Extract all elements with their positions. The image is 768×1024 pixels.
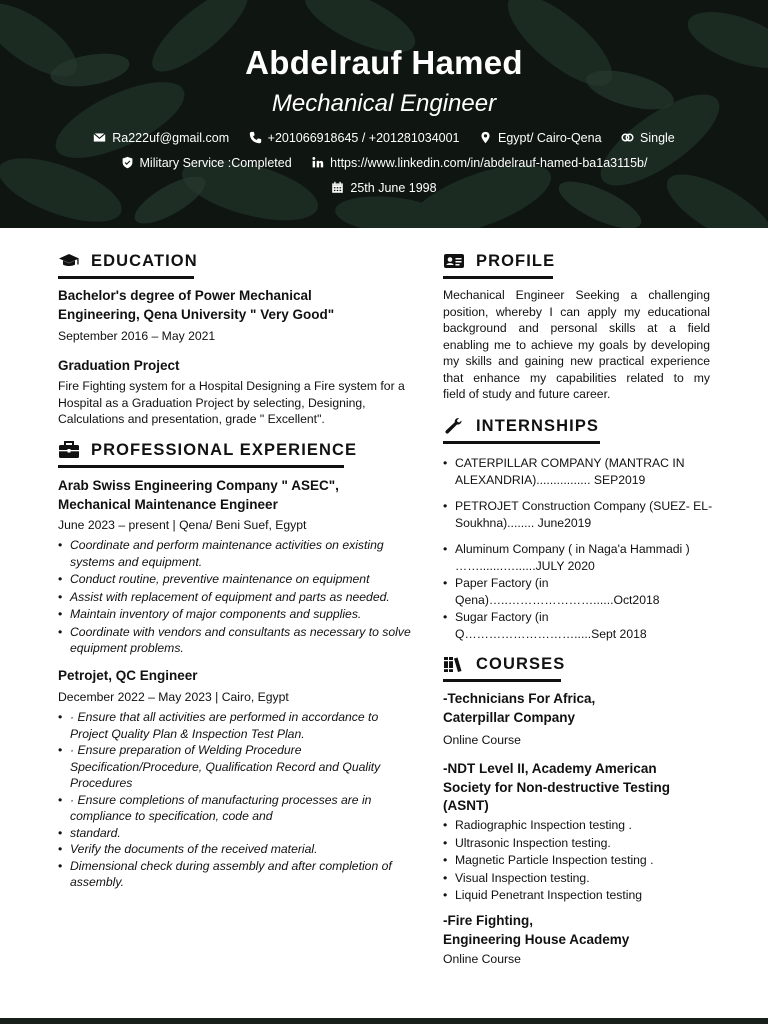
internship-line: • PETROJET Construction Company (SUEZ- EL- [455,499,713,513]
job-2-title: Petrojet, QC Engineer [58,668,198,683]
bullet-line: Specification/Procedure, Qualification Record and Quality [70,759,381,774]
graduation-project-title: Graduation Project [58,358,180,373]
bullet-line: • Coordinate with vendors and consultants as necessary to solve [70,624,411,639]
list-item [70,742,430,792]
footer-bar [0,1018,768,1024]
linkedin-item[interactable] [311,156,647,170]
bullet-line: • Maintain inventory of major components and supplies. [70,607,362,621]
bullet-line: • · Ensure that all activities are performed in accordance to [70,710,379,724]
bullet-line: Procedures [70,776,133,790]
job-2-bullets [58,709,430,891]
course-2-line-2: Society for Non-destructive Testing [443,779,671,795]
military-item [121,156,292,170]
course-1-line-1: -Technicians For Africa, [443,691,596,706]
internship-line: Q……………………….....Sept 2018 [455,626,647,641]
bullet-line: Project Quality Plan & Inspection Test Plan. [70,726,305,741]
id-card-icon [443,252,465,270]
degree-line-1: Bachelor's degree of Power Mechanical [58,288,312,303]
profile-section-heading [443,250,556,279]
list-item [455,498,725,531]
graduation-project-description [58,378,423,428]
bullet-line: compliance to specification, code and [70,809,273,823]
linkedin-icon [311,156,324,169]
list-item [70,589,430,606]
list-item: • Liquid Penetrant Inspection testing [455,887,725,905]
internship-line: • Aluminum Company ( in Naga'a Hammadi ) [455,542,690,556]
rings-icon [621,131,634,144]
course-3-title [443,912,629,949]
course-1-line-2: Caterpillar Company [443,709,576,725]
job-1-title-line-2: Mechanical Maintenance Engineer [58,496,278,512]
internship-line: • Paper Factory (in [455,576,549,590]
bullet-line: • · Ensure preparation of Welding Procedure [70,743,302,757]
phone-text: +201066918645 / +201281034001 [267,130,460,145]
birthdate-item [331,181,436,195]
profile-heading-text: PROFILE [476,252,556,270]
bullet-line: assembly. [70,875,124,889]
internship-line: • CATERPILLAR COMPANY (MANTRAC IN [455,456,685,470]
profile-line: background and personal skills at a field [443,321,710,335]
job-1-title-line-1: Arab Swiss Engineering Company " ASEC", [58,478,339,493]
internship-line: …….......…......JULY 2020 [455,558,595,573]
books-icon [443,655,465,673]
calendar-icon [331,181,344,194]
list-item [455,541,725,574]
list-item [70,709,430,742]
list-item [455,575,725,608]
internship-line: Soukhna)........ June2019 [455,515,592,530]
military-text: Military Service :Completed [139,155,292,170]
phone-icon [249,131,262,144]
project-desc-line-3: Calculations and presentation, grade " Excellent". [58,412,325,426]
phone-item[interactable] [249,131,460,145]
course-3-line-1: -Fire Fighting, [443,913,533,928]
job-1-bullets [58,537,430,657]
profile-line: enabling me to achieve my goals by developing [443,337,710,352]
bullet-line: • Verify the documents of the received material. [70,842,318,856]
bullet-line: • standard. [70,825,121,840]
bullet-line: • · Ensure completions of manufacturing processes are in [70,792,372,807]
courses-section-heading [443,653,566,682]
internship-line: ALEXANDRIA)................ SEP2019 [455,472,646,487]
profile-line: Mechanical Engineer Seeking a challenging [443,288,710,302]
marital-status-item [621,131,675,145]
contact-row-1 [0,130,768,145]
list-item: • Visual Inspection testing. [455,870,725,888]
education-section-heading [58,250,198,279]
project-desc-line-2: Hospital as a Graduation Project by selecting, Designing, [58,395,366,410]
job-1-title [58,477,418,514]
list-item: • Radiographic Inspection testing . [455,817,725,835]
list-item [455,455,725,488]
list-item [70,624,430,657]
bullet-line: systems and equipment. [70,554,203,569]
education-degree [58,287,418,324]
profile-summary [443,287,710,403]
list-item [70,571,430,588]
location-text: Egypt/ Cairo-Qena [498,130,602,145]
email-item[interactable] [93,131,229,145]
list-item [70,825,430,842]
briefcase-icon [58,441,80,459]
list-item [70,606,430,623]
list-item [70,841,430,858]
profile-line: field of study and future career. [443,387,611,401]
job-title: Mechanical Engineer [271,90,497,117]
profile-line: position, whereby I can apply my educational [443,304,710,319]
course-2-title [443,760,670,816]
education-dates: September 2016 – May 2021 [58,329,216,343]
internships-section-heading [443,415,600,444]
project-desc-line-1: Fire Fighting system for a Hospital Designing a Fire system for a [58,379,405,393]
list-item: • Magnetic Particle Inspection testing . [455,852,725,870]
bullet-line: • Conduct routine, preventive maintenance on equipment [70,572,370,586]
course-1-title [443,690,595,727]
internships-heading-text: INTERNSHIPS [476,417,600,435]
course-2-line-3: (ASNT) [443,798,489,813]
bullet-line: • Assist with replacement of equipment and parts as needed. [70,589,390,604]
job-2-meta: December 2022 – May 2023 | Cairo, Egypt [58,690,289,704]
internships-list [443,455,725,642]
bullet-line: equipment problems. [70,641,184,655]
list-item [70,537,430,570]
course-1-type: Online Course [443,733,521,747]
wrench-icon [443,417,465,435]
birthdate-text: 25th June 1998 [350,180,437,195]
degree-line-2: Engineering, Qena University " Very Good" [58,306,335,322]
profile-line: my skills and gaining new practical experience [443,354,710,368]
course-2-topics [443,817,725,905]
experience-section-heading [58,439,358,468]
bullet-line: • Dimensional check during assembly and after completion of [70,858,392,873]
contact-row-3 [0,180,768,195]
location-pin-icon [479,131,492,144]
list-item [455,609,725,642]
course-3-type: Online Course [443,952,521,966]
list-item: • Ultrasonic Inspection testing. [455,835,725,853]
envelope-icon [93,131,106,144]
shield-icon [121,156,134,169]
course-3-line-2: Engineering House Academy [443,931,630,947]
candidate-name: Abdelrauf Hamed [245,44,523,81]
list-item [70,858,430,891]
course-2-line-1: -NDT Level II, Academy American [443,761,657,776]
email-text: Ra222uf@gmail.com [112,130,230,145]
header-banner [0,0,768,228]
contact-row-2 [0,155,768,170]
list-item [70,792,430,825]
experience-heading-text: PROFESSIONAL EXPERIENCE [91,441,358,459]
job-1-meta: June 2023 – present | Qena/ Beni Suef, Egypt [58,518,307,532]
marital-status-text: Single [640,130,675,145]
location-item [479,131,602,145]
profile-line: that enhance my capabilities related to my [443,370,710,385]
courses-heading-text: COURSES [476,655,566,673]
bullet-line: • Coordinate and perform maintenance activities on existing [70,538,384,552]
linkedin-url[interactable]: https://www.linkedin.com/in/abdelrauf-hamed-ba1a3115b/ [330,155,648,170]
internship-line: Qena)…..…………………......Oct2018 [455,592,660,607]
graduation-cap-icon [58,252,80,270]
education-heading-text: EDUCATION [91,252,198,270]
internship-line: • Sugar Factory (in [455,610,549,624]
